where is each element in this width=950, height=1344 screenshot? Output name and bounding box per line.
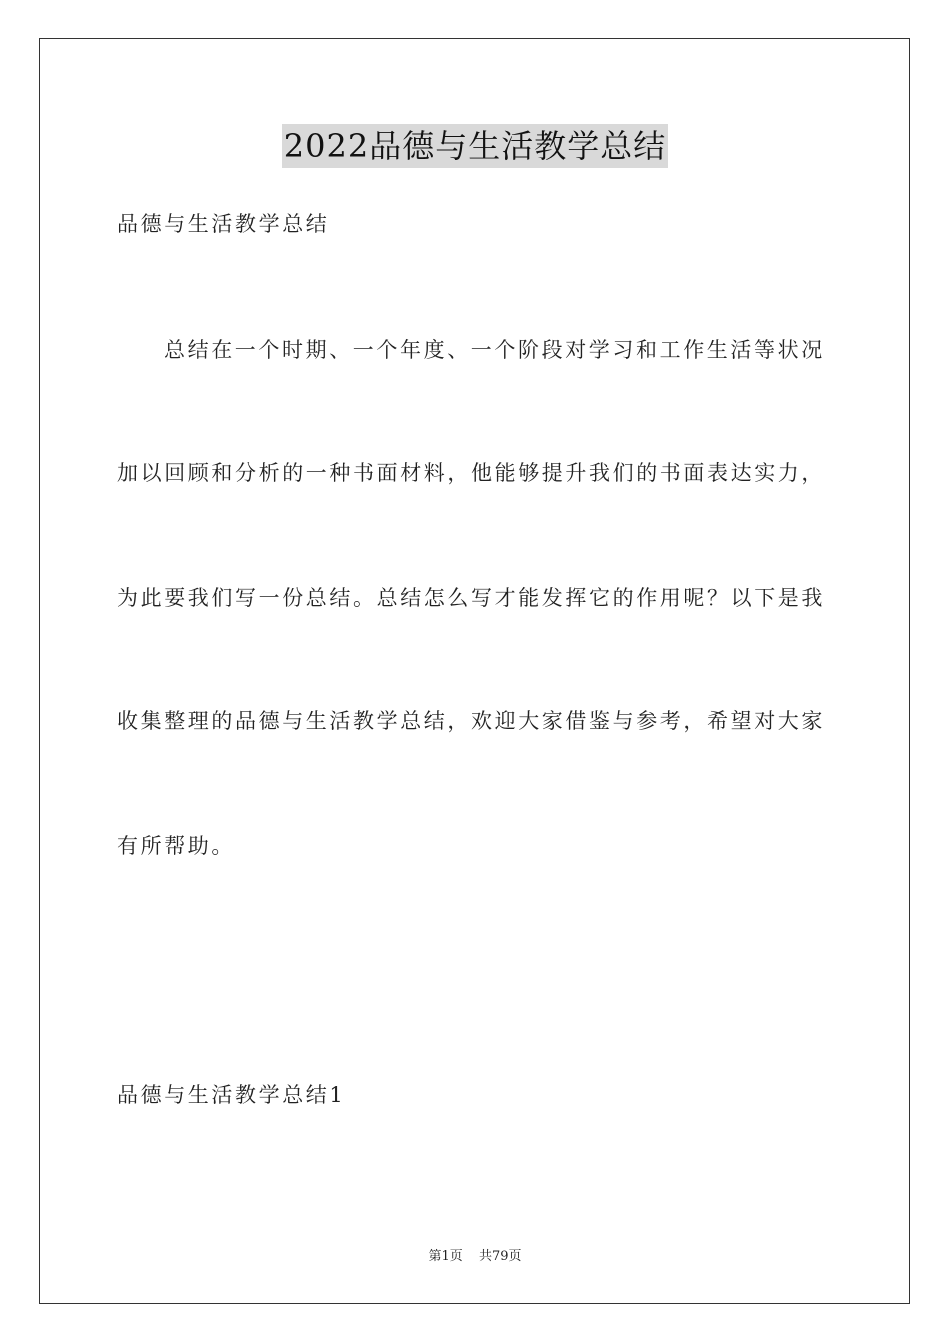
section-heading: 品德与生活教学总结1 (117, 1083, 346, 1107)
page-footer (0, 1248, 950, 1266)
paragraph-line-4: 收集整理的品德与生活教学总结，欢迎大家借鉴与参考，希望对大家 (117, 709, 825, 733)
title-container (0, 124, 950, 168)
page-number-current: 第1页 (428, 1249, 463, 1264)
document-subtitle: 品德与生活教学总结 (117, 212, 330, 236)
paragraph-line-3: 为此要我们写一份总结。总结怎么写才能发挥它的作用呢？以下是我 (117, 586, 825, 610)
page-number-total: 共79页 (478, 1249, 522, 1264)
document-title: 2022品德与生活教学总结 (282, 124, 668, 168)
paragraph-line-5: 有所帮助。 (117, 834, 235, 858)
paragraph-line-1: 总结在一个时期、一个年度、一个阶段对学习和工作生活等状况 (164, 338, 825, 362)
paragraph-line-2: 加以回顾和分析的一种书面材料，他能够提升我们的书面表达实力， (117, 461, 825, 485)
